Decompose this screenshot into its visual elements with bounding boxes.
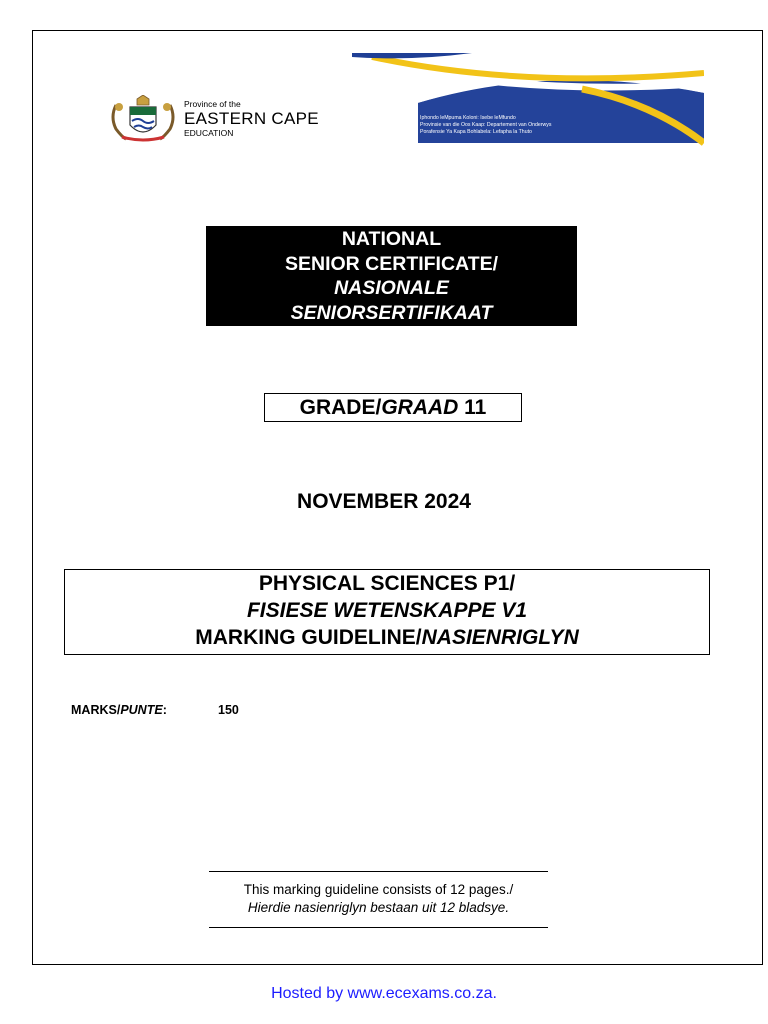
logo-province-name: EASTERN CAPE — [184, 108, 319, 128]
page-count-afrikaans: Hierdie nasienriglyn bestaan uit 12 bladsye. — [247, 900, 510, 915]
marking-guideline-afrikaans: NASIENRIGLYN — [421, 626, 579, 649]
department-banner — [352, 53, 704, 150]
page-count-english: This marking guideline consists of 12 pages./ — [243, 882, 514, 897]
grade-label-afrikaans: GRAAD — [381, 396, 459, 419]
logo-department-text: EDUCATION — [184, 127, 234, 138]
title-line-seniorsertifikaat: SENIORSERTIFIKAAT — [290, 301, 493, 324]
subject-line-afrikaans: FISIESE WETENSKAPPE V1 — [246, 599, 528, 622]
page-count-note — [209, 871, 548, 928]
title-line-senior-certificate: SENIOR CERTIFICATE/ — [284, 252, 499, 275]
title-line-national: NATIONAL — [341, 228, 442, 250]
title-line-nasionale: NASIONALE — [334, 277, 449, 299]
marks-label-afrikaans: PUNTE — [120, 703, 163, 717]
banner-line-afrikaans: Provinsie van die Oos Kaap: Departement van Onderwys — [420, 122, 552, 128]
grade-box — [264, 393, 522, 422]
marks-colon: : — [162, 703, 167, 717]
certificate-title-box — [206, 226, 577, 326]
grade-label: GRADE/ — [299, 396, 382, 419]
subject-box — [64, 569, 710, 655]
hosted-by-link[interactable]: Hosted by www.ecexams.co.za. — [271, 985, 497, 1002]
banner-line-sesotho: Porafensie Ya Kapa Bohlabela: Lefapha la Thuto — [420, 129, 532, 135]
marking-guideline-title — [65, 624, 709, 651]
subject-line-english: PHYSICAL SCIENCES P1/ — [258, 572, 516, 595]
marking-guideline-english: MARKING GUIDELINE/ — [195, 626, 422, 649]
marks-label: MARKS/ — [71, 703, 121, 717]
eastern-cape-education-logo — [108, 95, 328, 145]
marks-value: 150 — [218, 703, 239, 717]
exam-date: NOVEMBER 2024 — [297, 490, 471, 513]
grade-number: 11 — [464, 396, 487, 419]
banner-line-xhosa: Iphondo leMpuma Koloni: Isebe leMfundo — [420, 115, 516, 121]
marks-row — [71, 703, 239, 717]
logo-province-text: Province of the — [184, 99, 241, 109]
coat-of-arms-icon — [108, 95, 178, 143]
